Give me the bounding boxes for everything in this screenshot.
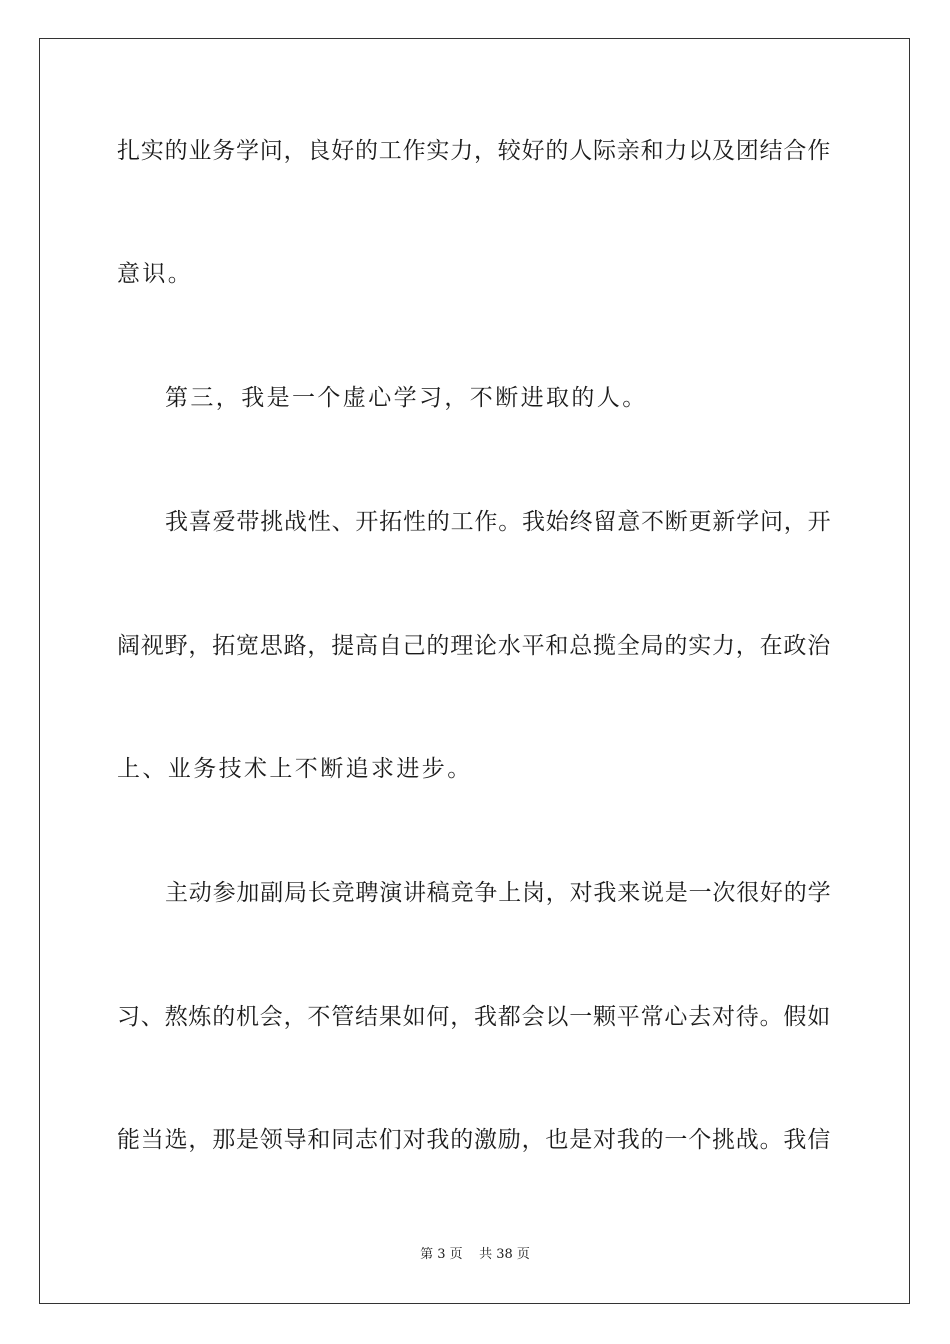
text-line-9: 能当选，那是领导和同志们对我的激励，也是对我的一个挑战。我信 [117, 1127, 831, 1153]
text-line-7: 主动参加副局长竞聘演讲稿竞争上岗，对我来说是一次很好的学 [165, 880, 832, 906]
text-line-4: 我喜爱带挑战性、开拓性的工作。我始终留意不断更新学问，开 [165, 509, 832, 535]
text-line-5: 阔视野，拓宽思路，提高自己的理论水平和总揽全局的实力，在政治 [117, 633, 831, 659]
page-footer: 第 3 页 共 38 页 [420, 1247, 530, 1262]
text-line-3: 第三，我是一个虚心学习，不断进取的人。 [165, 385, 648, 411]
text-line-2: 意识。 [117, 261, 194, 287]
text-line-8: 习、熬炼的机会，不管结果如何，我都会以一颗平常心去对待。假如 [117, 1004, 831, 1030]
page-border [39, 38, 910, 1304]
text-line-6: 上、业务技术上不断追求进步。 [117, 756, 473, 782]
text-line-1: 扎实的业务学问，良好的工作实力，较好的人际亲和力以及团结合作 [117, 138, 831, 164]
